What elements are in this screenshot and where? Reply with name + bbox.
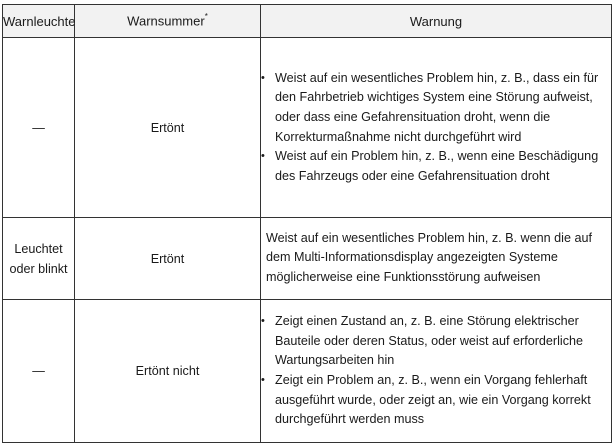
warning-buzzer-value: Ertönt	[150, 120, 185, 135]
cell-warning-light	[3, 218, 75, 300]
header-warning-light-label: Warnleuchte	[3, 13, 76, 29]
warning-text: Weist auf ein wesentliches Problem hin, z. B. wenn die auf dem Multi-Informationsdisplay angezeigten Systeme möglicherweise eine Funktionsstörung aufweisen	[266, 230, 592, 284]
warning-table	[2, 4, 612, 443]
bullet-icon: •	[261, 374, 265, 386]
warning-text: Weist auf ein wesentliches Problem hin, z. B., dass ein für den Fahrbetrieb wichtiges System eine Störung aufweist, oder dass eine Gefahrensituation droht, wenn die Korrekturmaßnahme nicht durchgeführt wird	[275, 70, 599, 144]
header-warning	[261, 5, 612, 38]
warning-bullet-list	[261, 69, 611, 187]
cell-warning-buzzer	[75, 38, 261, 218]
cell-warning-buzzer	[75, 300, 261, 443]
bullet-icon: •	[261, 315, 265, 328]
bullet-icon: •	[261, 71, 265, 84]
cell-warning-buzzer	[75, 218, 261, 300]
warning-light-value: Leuchtet oder blinkt	[9, 241, 68, 276]
list-item	[261, 69, 611, 147]
cell-warning-description	[261, 38, 612, 218]
list-item	[261, 371, 611, 430]
cell-warning-description	[261, 218, 612, 300]
warning-buzzer-value: Ertönt	[150, 251, 185, 266]
footnote-mark: *	[204, 12, 208, 22]
warning-light-value: —	[32, 120, 45, 135]
table-row	[3, 38, 612, 218]
list-item	[261, 312, 611, 371]
list-item	[261, 147, 611, 186]
warning-text: Weist auf ein Problem hin, z. B., wenn eine Beschädigung des Fahrzeugs oder eine Gefahrensituation droht	[275, 149, 599, 183]
table-header-row	[3, 5, 612, 38]
header-warning-buzzer-label: Warnsummer	[127, 13, 205, 29]
header-warning-label: Warnung	[409, 13, 463, 29]
warning-text: Zeigt ein Problem an, z. B., wenn ein Vorgang fehlerhaft ausgeführt wurde, oder zeigt an, wie ein Vorgang korrekt durchgeführt werden muss	[275, 373, 591, 427]
bullet-icon: •	[261, 150, 265, 163]
cell-warning-description	[261, 300, 612, 443]
cell-warning-light	[3, 38, 75, 218]
header-warning-light	[3, 5, 75, 38]
table-row	[3, 218, 612, 300]
warning-text: Zeigt einen Zustand an, z. B. eine Störung elektrischer Bauteile oder deren Status, oder weist auf erforderliche Wartungsarbeiten hin	[275, 314, 584, 368]
warning-light-value: —	[32, 364, 45, 378]
header-warning-buzzer	[75, 5, 261, 38]
warning-buzzer-value: Ertönt nicht	[135, 364, 200, 378]
cell-warning-light	[3, 300, 75, 443]
table-row	[3, 300, 612, 443]
warning-bullet-list	[261, 312, 611, 430]
